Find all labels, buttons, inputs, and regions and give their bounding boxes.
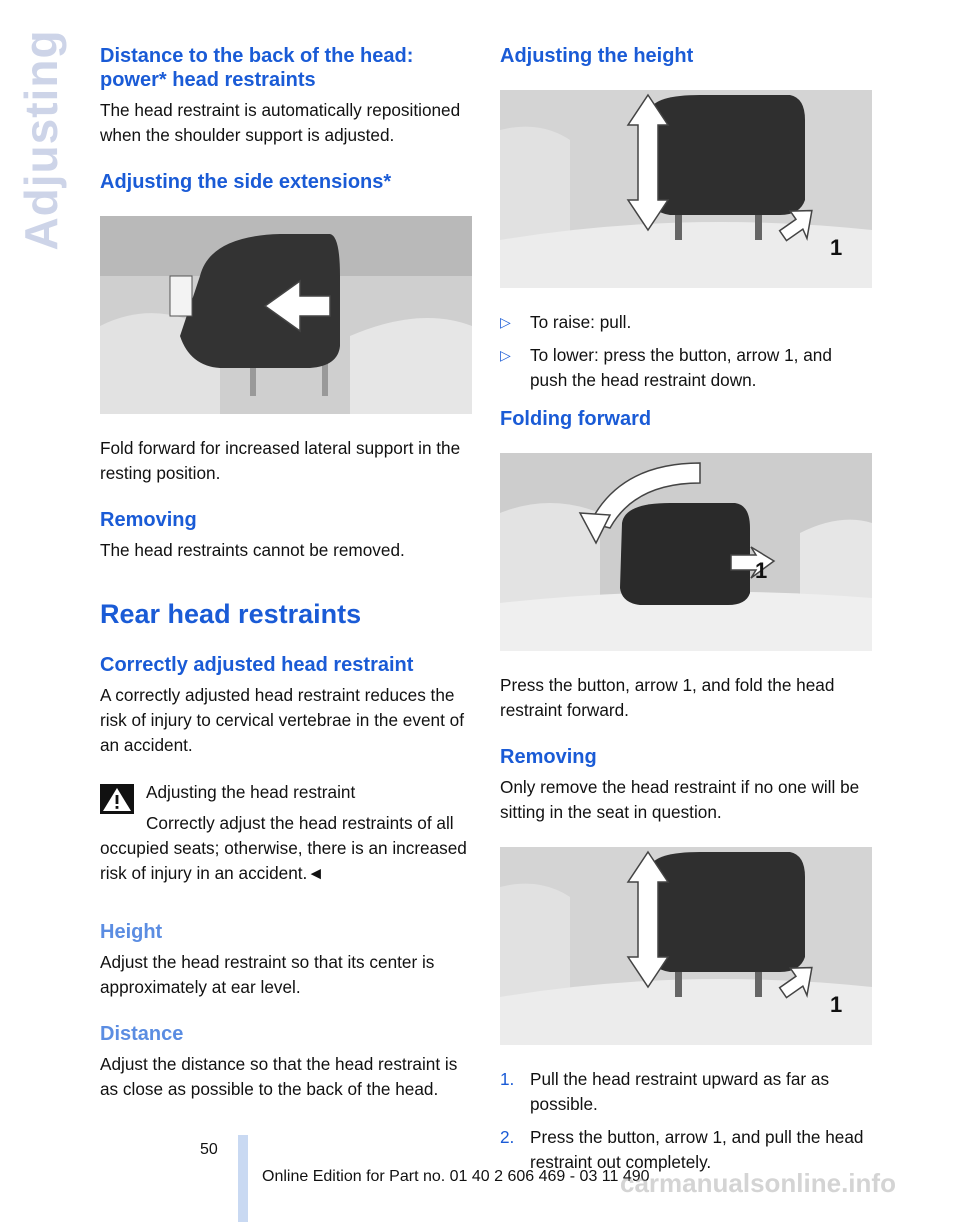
heading-distance: Distance	[100, 1023, 184, 1045]
text-height: Adjust the head restraint so that its center is approximately at ear level.	[100, 952, 435, 997]
triangle-bullet-icon: ▷	[500, 314, 511, 330]
heading-rear-head-restraints: Rear head restraints	[100, 599, 362, 629]
side-tab-label: Adjusting	[15, 29, 67, 251]
figure-side-extensions	[100, 216, 472, 414]
right-column	[500, 44, 872, 1183]
figure-removing	[500, 847, 872, 1045]
figure-adjusting-height	[500, 90, 872, 288]
footer-edition: Online Edition for Part no. 01 40 2 606 469 - 03 11 490	[262, 1168, 650, 1185]
text-removing-front: The head restraints cannot be removed.	[100, 540, 405, 560]
heading-height: Height	[100, 921, 163, 943]
left-column	[100, 44, 472, 1102]
heading-removing-rear: Removing	[500, 746, 597, 768]
text-distance: Adjust the distance so that the head restraint is as close as possible to the back of the head.	[100, 1054, 458, 1099]
heading-power-restraints: Distance to the back of the head: power* head restraints	[100, 45, 414, 91]
list-item: 2. Press the button, arrow 1, and pull the head restraint out completely.	[500, 1127, 864, 1172]
page-number: 50	[200, 1141, 218, 1158]
list-item: 1. Pull the head restraint upward as far as possible.	[500, 1069, 830, 1114]
footer-bar	[238, 1135, 248, 1222]
figure-label-height: 1	[830, 235, 843, 260]
heading-correctly-adjusted: Correctly adjusted head restraint	[100, 654, 414, 676]
removing-steps	[500, 1067, 872, 1175]
text-correctly-adjusted: A correctly adjusted head restraint reduces the risk of injury to cervical vertebrae in the event of an accident.	[100, 685, 464, 755]
heading-folding-forward: Folding forward	[500, 408, 652, 430]
figure-folding-forward	[500, 453, 872, 651]
heading-removing-front: Removing	[100, 509, 197, 531]
side-tab	[15, 29, 67, 251]
text-side-extensions: Fold forward for increased lateral support in the resting position.	[100, 438, 461, 483]
heading-adjusting-height: Adjusting the height	[500, 45, 694, 67]
warning-icon	[100, 784, 134, 814]
warning-line1: Correctly adjust the head restraints of all	[146, 813, 454, 833]
figure-label-removing: 1	[830, 992, 843, 1017]
warning-continuation: occupied seats; otherwise, there is an increased risk of injury in an accident.◄	[100, 838, 467, 883]
watermark: carmanualsonline.info	[620, 1168, 896, 1198]
warning-title: Adjusting the head restraint	[146, 782, 356, 802]
triangle-bullet-icon: ▷	[500, 347, 511, 363]
text-power-restraints: The head restraint is automatically repositioned when the shoulder support is adjusted.	[100, 100, 461, 145]
height-list	[500, 310, 872, 393]
text-removing-rear: Only remove the head restraint if no one will be sitting in the seat in question.	[500, 777, 860, 822]
figure-label-folding: 1	[755, 558, 768, 583]
list-item: ▷ To lower: press the button, arrow 1, and push the head restraint down.	[500, 345, 832, 390]
heading-side-extensions: Adjusting the side extensions*	[100, 171, 392, 193]
warning-block	[100, 780, 472, 886]
text-folding-forward: Press the button, arrow 1, and fold the head restraint forward.	[500, 675, 835, 720]
list-item: ▷ To raise: pull.	[500, 310, 872, 335]
